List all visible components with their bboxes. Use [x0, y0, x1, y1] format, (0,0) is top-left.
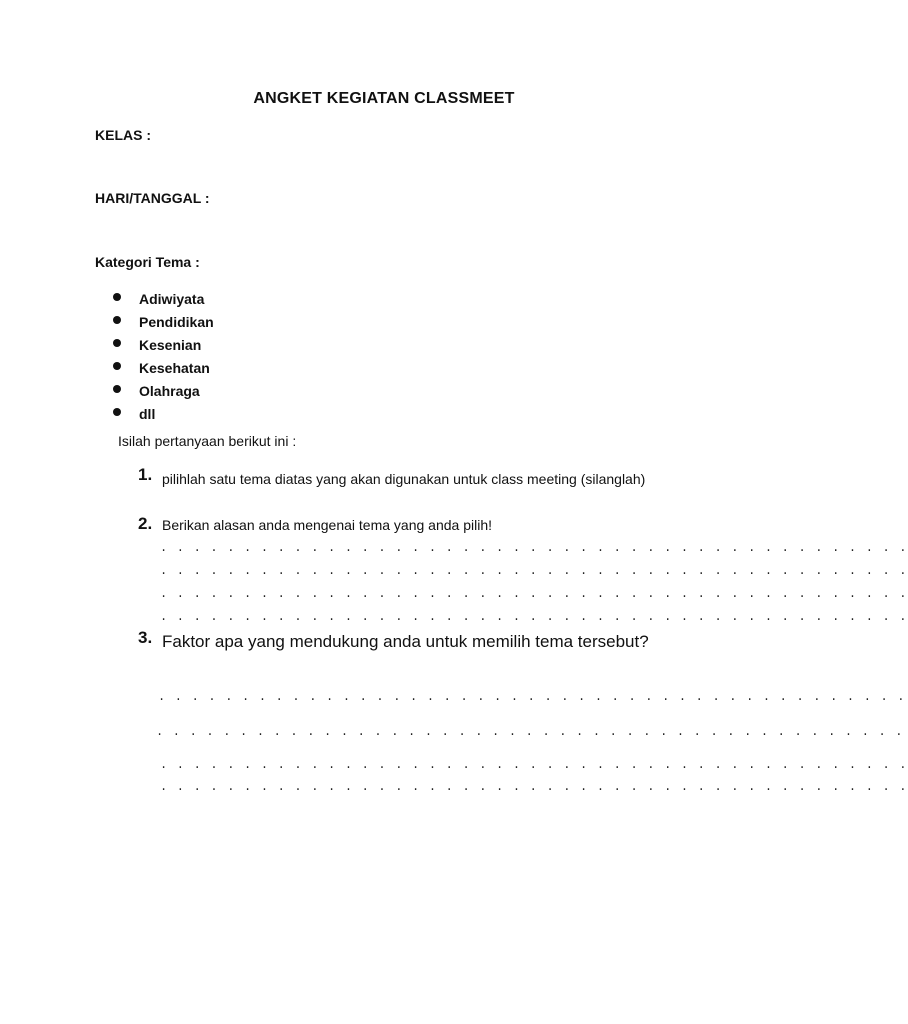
question-number: 1.	[138, 465, 153, 484]
bullet-icon	[113, 316, 121, 324]
hari-tanggal-label: HARI/TANGGAL :	[95, 190, 210, 206]
kelas-label: KELAS :	[95, 127, 151, 143]
list-item	[113, 287, 214, 310]
bullet-icon	[113, 408, 121, 416]
question-number: 2.	[138, 514, 153, 533]
question-text: pilihlah satu tema diatas yang akan digunakan untuk class meeting (silanglah)	[162, 471, 646, 487]
kategori-tema-label: Kategori Tema :	[95, 254, 200, 270]
list-item	[113, 356, 214, 379]
document-title: ANGKET KEGIATAN CLASSMEET	[253, 90, 515, 107]
list-item	[113, 402, 214, 425]
theme-label: Olahraga	[139, 382, 200, 399]
list-item	[113, 310, 214, 333]
question-text: Faktor apa yang mendukung anda untuk memilih tema tersebut?	[162, 632, 649, 651]
answer-line-q3-4[interactable]: . . . . . . . . . . . . . . . . . . . . . . . . . . . . . . . . . . . . . . . . . . . . .	[160, 780, 908, 794]
list-item	[113, 333, 214, 356]
instruction-text: Isilah pertanyaan berikut ini :	[118, 433, 297, 449]
bullet-icon	[113, 362, 121, 370]
theme-list	[113, 287, 214, 425]
theme-label: Adiwiyata	[139, 290, 205, 307]
answer-line-q2-1[interactable]: . . . . . . . . . . . . . . . . . . . . . . . . . . . . . . . . . . . . . . . . . . . . .	[160, 541, 908, 555]
theme-label: Kesenian	[139, 336, 202, 353]
answer-line-q2-4[interactable]: . . . . . . . . . . . . . . . . . . . . . . . . . . . . . . . . . . . . . . . . . . . . .	[160, 610, 908, 624]
theme-label: Pendidikan	[139, 313, 214, 330]
question-text: Berikan alasan anda mengenai tema yang anda pilih!	[162, 517, 493, 533]
answer-line-q2-2[interactable]: . . . . . . . . . . . . . . . . . . . . . . . . . . . . . . . . . . . . . . . . . . . . .	[160, 564, 908, 578]
answer-line-q3-3[interactable]: . . . . . . . . . . . . . . . . . . . . . . . . . . . . . . . . . . . . . . . . . . . . .	[160, 758, 908, 772]
theme-label: Kesehatan	[139, 359, 210, 376]
bullet-icon	[113, 293, 121, 301]
question-number: 3.	[138, 628, 153, 647]
answer-line-q2-3[interactable]: . . . . . . . . . . . . . . . . . . . . . . . . . . . . . . . . . . . . . . . . . . . . .	[160, 587, 908, 601]
list-item	[113, 379, 214, 402]
answer-line-q3-2[interactable]: . . . . . . . . . . . . . . . . . . . . . . . . . . . . . . . . . . . . . . . . . . . . .	[156, 725, 904, 739]
bullet-icon	[113, 385, 121, 393]
bullet-icon	[113, 339, 121, 347]
theme-label: dll	[139, 405, 156, 422]
answer-line-q3-1[interactable]: . . . . . . . . . . . . . . . . . . . . . . . . . . . . . . . . . . . . . . . . . . . . .	[158, 690, 906, 704]
